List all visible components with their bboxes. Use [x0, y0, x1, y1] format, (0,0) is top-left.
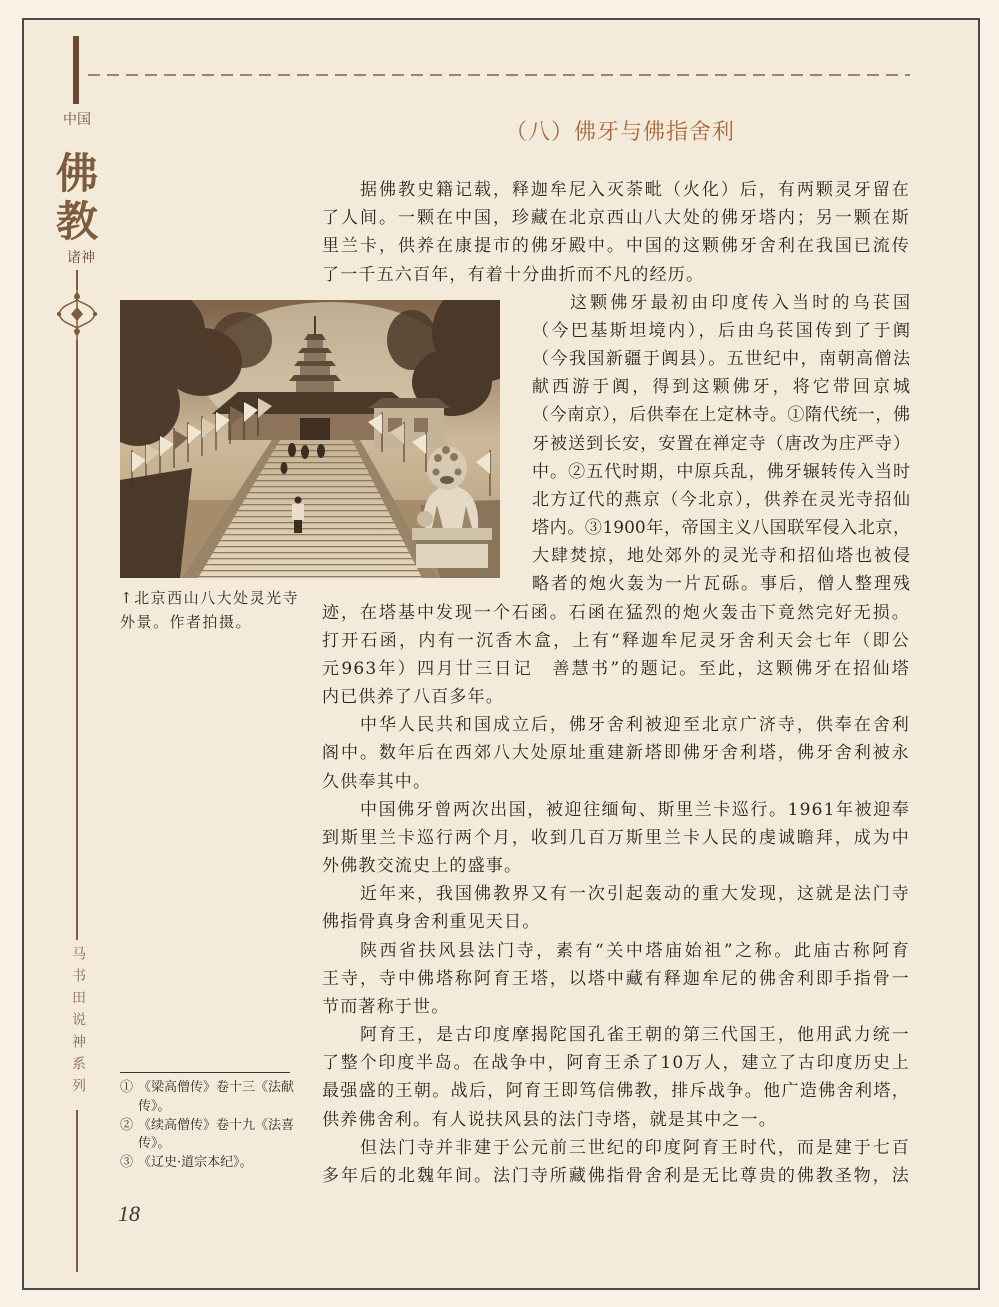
- text-line: 到斯里兰卡巡行两个月，收到几百万斯里兰卡人民的虔诚瞻拜，成为中: [322, 827, 910, 848]
- text-line: （今南京），后供奉在上定林寺。①隋代统一，佛: [532, 405, 910, 426]
- text-line: 供养佛舍利。有人说扶风县的法门寺塔，就是其中之一。: [322, 1109, 777, 1130]
- text-line: 陕西省扶风县法门寺，素有“关中塔庙始祖”之称。此庙古称阿育: [360, 940, 910, 961]
- header-dashed-rule: [88, 74, 910, 76]
- text-line: 略者的炮火轰为一片瓦砾。事后，僧人整理残: [532, 574, 910, 595]
- text-line: 据佛教史籍记载，释迦牟尼入灭荼毗（火化）后，有两颗灵牙留在: [360, 180, 910, 200]
- series-vertical-label: 马书田说神系列: [70, 946, 86, 1100]
- footnote-3: [120, 1154, 300, 1173]
- footnote-text-line: 《续高僧传》卷十九《法喜: [138, 1117, 295, 1133]
- text-line: 打开石函，内有一沉香木盒，上有“释迦牟尼灵牙舍利天会七年（即公: [322, 630, 910, 651]
- footnote-marker: ①: [120, 1080, 134, 1095]
- series-top-label: 中国: [63, 112, 91, 128]
- photo-caption: [120, 586, 320, 634]
- footnote-text-line: 传》。: [138, 1098, 171, 1114]
- text-line: 多年后的北魏年间。法门寺所藏佛指骨舍利是无比尊贵的佛教圣物，法: [322, 1165, 910, 1186]
- ornament-icon: [55, 288, 99, 340]
- footnote-marker: ③: [120, 1155, 134, 1171]
- page-number: 18: [118, 1201, 140, 1226]
- footnote-2: [120, 1117, 300, 1155]
- text-line: 大肆焚掠，地处郊外的灵光寺和招仙塔也被侵: [532, 546, 910, 567]
- text-line: （今我国新疆于阗县）。五世纪中，南朝高僧法: [532, 349, 910, 370]
- text-line: 里兰卡，供养在康提市的佛牙殿中。中国的这颗佛牙舍利在我国已流传: [322, 236, 910, 257]
- text-line: 最强盛的王朝。战后，阿育王即笃信佛教，排斥战争。他广造佛舍利塔，: [322, 1081, 910, 1102]
- text-line: 迹，在塔基中发现一个石函。石函在猛烈的炮火轰击下竟然完好无损。: [322, 602, 910, 623]
- text-line: 中国佛牙曾两次出国，被迎往缅甸、斯里兰卡巡行。1961年被迎奉: [360, 799, 910, 820]
- footnote-rule: [120, 1072, 290, 1073]
- series-char-jiao: 教: [55, 197, 98, 246]
- text-line: 久供奉其中。: [322, 771, 432, 792]
- series-bottom-label: 诸神: [67, 250, 95, 266]
- text-line: 但法门寺并非建于公元前三世纪的印度阿育王时代，而是建于七百: [360, 1137, 910, 1158]
- text-line: 节而著称于世。: [322, 996, 450, 1017]
- text-line: 阿育王，是古印度摩揭陀国孔雀王朝的第三代国王，他用武力统一: [360, 1025, 910, 1046]
- text-line: 了整个印度半岛。在战争中，阿育王杀了10万人，建立了古印度历史上: [322, 1053, 910, 1074]
- text-line: 中华人民共和国成立后，佛牙舍利被迎至北京广济寺，供奉在舍利: [360, 715, 910, 736]
- text-line: 元963年）四月廿三日记 善慧书”的题记。至此，这颗佛牙在招仙塔: [322, 658, 910, 679]
- text-line: 中。②五代时期，中原兵乱，佛牙辗转传入当时: [532, 461, 910, 482]
- caption-line: ↑北京西山八大处灵光寺: [120, 589, 300, 607]
- text-line: 了一千五六百年，有着十分曲折而不凡的经历。: [322, 264, 705, 285]
- text-line: 内已供养了八百多年。: [322, 687, 504, 708]
- margin-rule: [76, 1110, 78, 1272]
- footnote-marker: ②: [120, 1117, 134, 1133]
- series-bar: [73, 36, 79, 104]
- text-line: 了人间。一颗在中国，珍藏在北京西山八大处的佛牙塔内；另一颗在斯: [322, 208, 910, 229]
- footnote-text-line: 传》。: [138, 1136, 171, 1152]
- footnotes: [120, 1079, 300, 1173]
- text-line: 外佛教交流史上的盛事。: [322, 856, 523, 877]
- footnote-text-line: 《辽史·道宗本纪》。: [138, 1155, 253, 1171]
- caption-line: 外景。作者拍摄。: [120, 613, 253, 631]
- text-line: 献西游于阗，得到这颗佛牙，将它带回京城: [532, 377, 910, 398]
- section-title: （八）佛牙与佛指舍利: [504, 120, 735, 145]
- text-line: 王寺，寺中佛塔称阿育王塔，以塔中藏有释迦牟尼的佛舍利即手指骨一: [322, 968, 910, 989]
- text-line: 北方辽代的燕京（今北京），供养在灵光寺招仙: [532, 489, 910, 510]
- footnote-text-line: 《梁高僧传》卷十三《法献: [138, 1080, 295, 1095]
- text-line: （今巴基斯坦境内），后由乌苌国传到了于阗: [532, 320, 910, 341]
- text-line: 阁中。数年后在西郊八大处原址重建新塔即佛牙舍利塔，佛牙舍利被永: [322, 743, 910, 764]
- lingguang-temple-photo: [120, 300, 500, 578]
- text-line: 牙被送到长安，安置在禅定寺（唐改为庄严寺）: [532, 433, 910, 454]
- margin-rule: [76, 270, 78, 290]
- margin-rule: [76, 340, 78, 940]
- text-line: 近年来，我国佛教界又有一次引起轰动的重大发现，这就是法门寺: [360, 884, 910, 905]
- footnote-1: [120, 1079, 300, 1117]
- text-line: 佛指骨真身舍利重见天日。: [322, 912, 541, 933]
- text-line: 这颗佛牙最初由印度传入当时的乌苌国: [570, 292, 910, 313]
- series-char-fo: 佛: [55, 149, 98, 198]
- text-line: 塔内。③1900年，帝国主义八国联军侵入北京，: [532, 518, 910, 539]
